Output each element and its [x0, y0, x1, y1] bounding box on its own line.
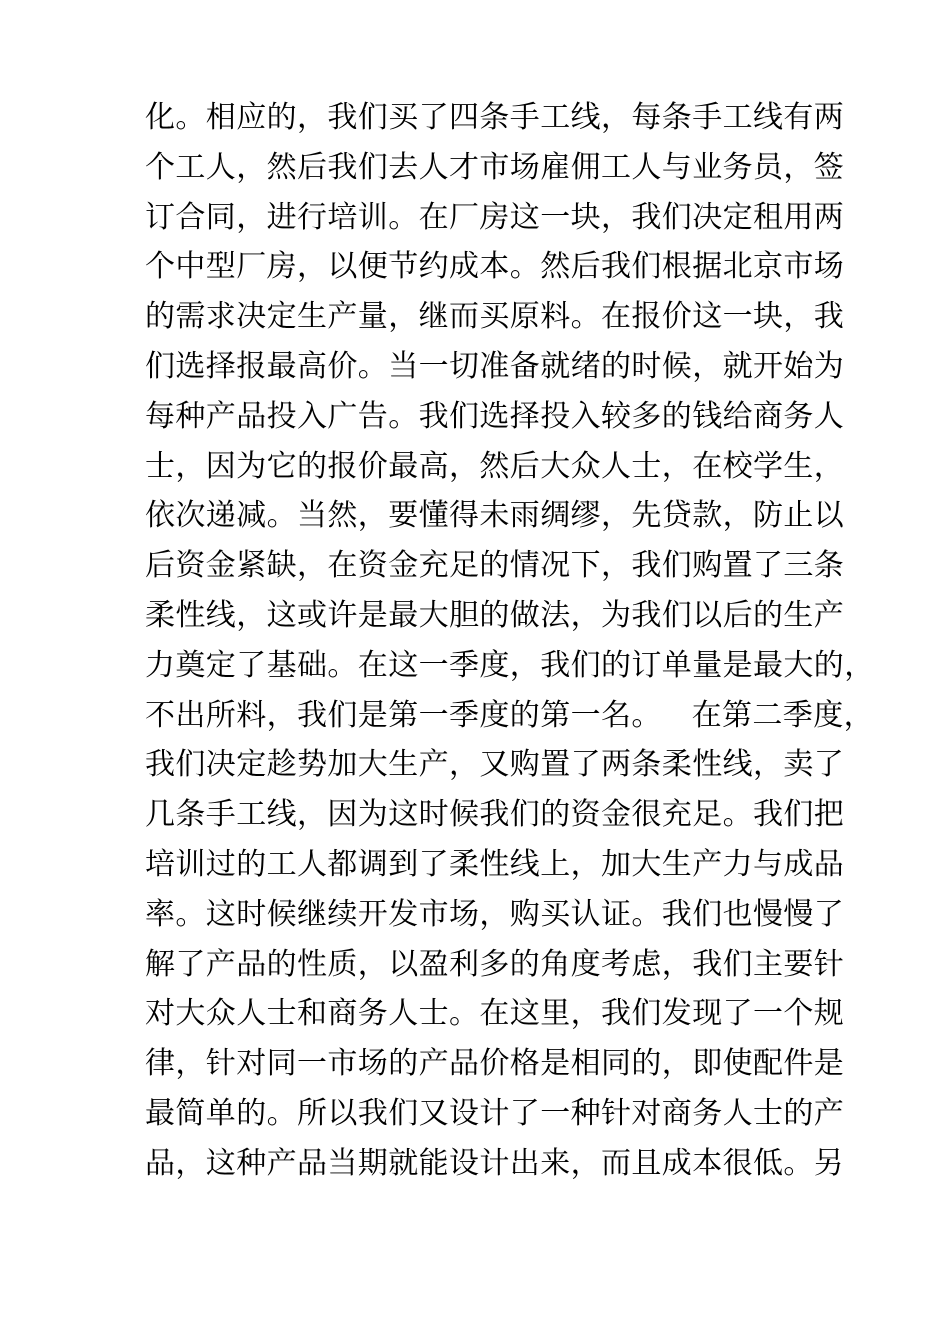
text-line-19: 对大众人士和商务人士。在这里，我们发现了一个规	[145, 996, 845, 1032]
text-line-9: 依次递减。当然，要懂得未雨绸缪，先贷款，防止以	[145, 498, 845, 534]
body-text	[145, 93, 875, 1189]
text-line-14: 我们决定趁势加大生产，又购置了两条柔性线，卖了	[145, 747, 845, 783]
text-line-11: 柔性线，这或许是最大胆的做法，为我们以后的生产	[145, 597, 845, 633]
text-line-6: 们选择报最高价。当一切准备就绪的时候，就开始为	[145, 348, 845, 384]
text-line-21: 最简单的。所以我们又设计了一种针对商务人士的产	[145, 1095, 845, 1131]
text-line-22: 品，这种产品当期就能设计出来，而且成本很低。另	[145, 1145, 845, 1181]
text-line-16: 培训过的工人都调到了柔性线上，加大生产力与成品	[145, 846, 845, 882]
text-line-18: 解了产品的性质，以盈利多的角度考虑，我们主要针	[145, 946, 845, 982]
text-line-1: 化。相应的，我们买了四条手工线，每条手工线有两	[145, 100, 845, 135]
text-line-17: 率。这时候继续开发市场，购买认证。我们也慢慢了	[145, 896, 845, 932]
text-line-20: 律，针对同一市场的产品价格是相同的，即使配件是	[145, 1046, 845, 1082]
text-line-13: 不出所料，我们是第一季度的第一名。 在第二季度，	[145, 697, 875, 733]
text-line-7: 每种产品投入广告。我们选择投入较多的钱给商务人	[145, 398, 845, 434]
text-line-3: 订合同，进行培训。在厂房这一块，我们决定租用两	[145, 199, 845, 235]
text-line-8: 士，因为它的报价最高，然后大众人士，在校学生，	[145, 448, 845, 484]
text-line-4: 个中型厂房，以便节约成本。然后我们根据北京市场	[145, 249, 845, 285]
text-line-2: 个工人，然后我们去人才市场雇佣工人与业务员，签	[145, 149, 845, 185]
text-line-12: 力奠定了基础。在这一季度，我们的订单量是最大的，	[145, 647, 875, 683]
text-line-10: 后资金紧缺，在资金充足的情况下，我们购置了三条	[145, 548, 845, 584]
text-line-15: 几条手工线，因为这时候我们的资金很充足。我们把	[145, 797, 845, 833]
text-line-5: 的需求决定生产量，继而买原料。在报价这一块，我	[145, 299, 845, 335]
